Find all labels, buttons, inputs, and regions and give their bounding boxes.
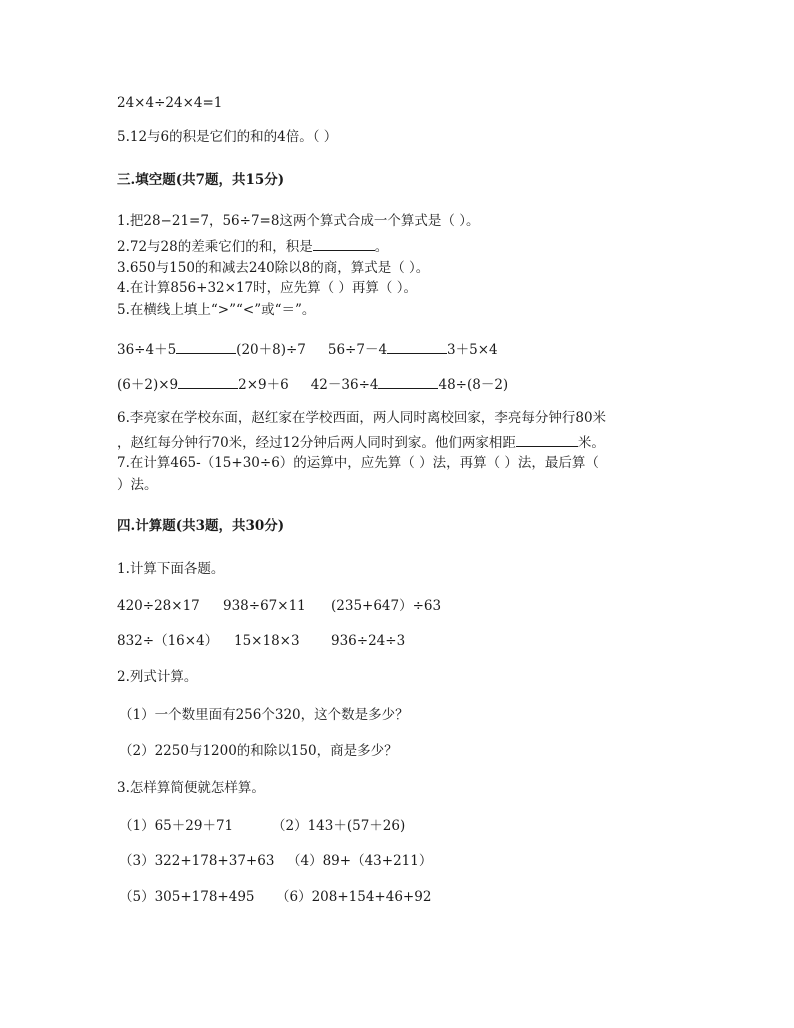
simplify-expression: （1）65＋29＋71 <box>119 818 234 834</box>
fill-question-2 <box>117 236 388 256</box>
compare-blank[interactable] <box>178 374 238 389</box>
answer-blank[interactable] <box>313 236 375 251</box>
compare-expression: (6＋2)×9 <box>117 377 179 393</box>
word-problem-2: （2）2250与1200的和除以150，商是多少？ <box>119 743 398 759</box>
fill-question-7-line-1: 7.在计算465-（15+30÷6）的运算中，应先算（ ）法，再算（ ）法，最后算（ <box>117 455 599 471</box>
compare-expression: 2×9＋6 <box>238 377 289 393</box>
compare-blank[interactable] <box>378 374 438 389</box>
calc-expression: 15×18×3 <box>234 633 300 649</box>
simplify-row-2 <box>119 852 432 870</box>
calc-expression: 420÷28×17 <box>117 598 200 614</box>
fill-question-2-end: 。 <box>374 239 389 255</box>
simplify-expression: （2）143＋(57＋26) <box>272 818 406 834</box>
compare-expression: 36÷4＋5 <box>117 342 177 358</box>
fill-question-6-line-2 <box>117 432 605 452</box>
equation-line: 24×4÷24×4=1 <box>117 95 223 111</box>
calc-expression: 832÷（16×4） <box>117 633 219 649</box>
section-3-heading: 三.填空题(共7题，共15分) <box>117 172 285 188</box>
compare-expression: 56÷7－4 <box>327 342 388 358</box>
fill-question-6-line-1: 6.李亮家在学校东面，赵红家在学校西面，两人同时离校回家，李亮每分钟行80米 <box>117 410 607 426</box>
calc-row-1 <box>117 597 441 615</box>
calc-question-3-title: 3.怎样算简便就怎样算。 <box>117 780 265 796</box>
compare-row-1 <box>117 339 498 359</box>
simplify-expression: （5）305+178+495 <box>119 889 255 905</box>
simplify-expression: （3）322+178+37+63 <box>119 853 275 869</box>
compare-expression: 48÷(8－2) <box>438 377 509 393</box>
compare-expression: (20＋8)÷7 <box>236 342 306 358</box>
calc-expression: 936÷24÷3 <box>331 633 406 649</box>
word-problem-1: （1）一个数里面有256个320，这个数是多少？ <box>119 707 409 723</box>
compare-blank[interactable] <box>176 339 236 354</box>
compare-expression: 3＋5×4 <box>447 342 498 358</box>
simplify-expression: （4）89+（43+211） <box>287 853 433 869</box>
calc-row-2 <box>117 632 405 650</box>
fill-question-5: 5.在横线上填上“>”“<”或“＝”。 <box>117 302 316 318</box>
fill-question-4: 4.在计算856+32×17时，应先算（ ）再算（ ）。 <box>117 280 417 296</box>
fill-question-3: 3.650与150的和减去240除以8的商，算式是（ ）。 <box>117 260 430 276</box>
simplify-row-3 <box>119 888 431 906</box>
simplify-expression: （6）208+154+46+92 <box>276 889 432 905</box>
judge-question-5: 5.12与6的积是它们的和的4倍。（ ） <box>117 129 338 145</box>
compare-row-2 <box>117 374 508 394</box>
answer-blank[interactable] <box>516 432 578 447</box>
calc-expression: (235+647）÷63 <box>331 598 442 614</box>
fill-question-6-end: 米。 <box>577 435 605 451</box>
section-4-heading: 四.计算题(共3题，共30分) <box>117 518 285 534</box>
calc-question-2-title: 2.列式计算。 <box>117 669 198 685</box>
fill-question-1: 1.把28−21=7，56÷7=8这两个算式合成一个算式是（ ）。 <box>117 213 480 229</box>
calc-question-1-title: 1.计算下面各题。 <box>117 561 225 577</box>
fill-question-7-line-2: ）法。 <box>117 477 158 493</box>
compare-blank[interactable] <box>387 339 447 354</box>
fill-question-6-text: ，赵红每分钟行70米，经过12分钟后两人同时到家。他们两家相距 <box>117 435 516 451</box>
simplify-row-1 <box>119 817 405 835</box>
fill-question-2-text: 2.72与28的差乘它们的和，积是 <box>117 239 313 255</box>
compare-expression: 42－36÷4 <box>310 377 379 393</box>
calc-expression: 938÷67×11 <box>223 598 306 614</box>
